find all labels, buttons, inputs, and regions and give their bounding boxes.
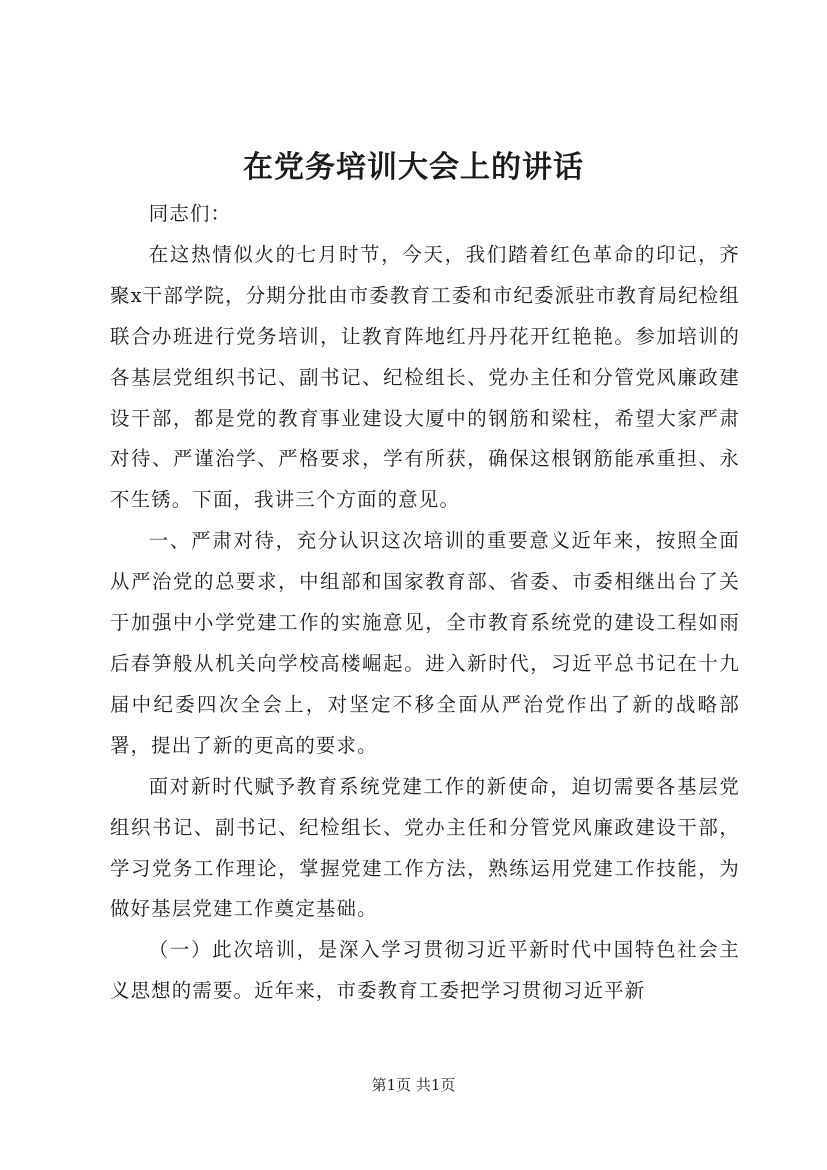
- paragraph-1: 在这热情似火的七月时节，今天，我们踏着红色革命的印记，齐聚x干部学院，分期分批由市委教育工委和市纪委派驻市教育局纪检组联合办班进行党务培训，让教育阵地红丹丹花开红艳艳。参加培训的各基层党组织书记、副书记、纪检组长、党办主任和分管党风廉政建设干部，都是党的教育事业建设大厦中的钢筋和梁柱，希望大家严肃对待、严谨治学、严格要求，学有所获，确保这根钢筋能承重担、永不生锈。下面，我讲三个方面的意见。: [110, 242, 740, 512]
- page-footer: 第1页 共1页: [371, 1076, 456, 1094]
- paragraph-3: 面对新时代赋予教育系统党建工作的新使命，迫切需要各基层党组织书记、副书记、纪检组长、党办主任和分管党风廉政建设干部，学习党务工作理论，掌握党建工作方法，熟练运用党建工作技能，为做好基层党建工作奠定基础。: [110, 774, 740, 921]
- document-body: [110, 194, 740, 1012]
- paragraph-2: 一、严肃对待，充分认识这次培训的重要意义近年来，按照全面从严治党的总要求，中组部和国家教育部、省委、市委相继出台了关于加强中小学党建工作的实施意见，全市教育系统党的建设工程如雨后春笋般从机关向学校高楼崛起。进入新时代，习近平总书记在十九届中纪委四次全会上，对坚定不移全面从严治党作出了新的战略部署，提出了新的更高的要求。: [110, 529, 740, 757]
- salutation: 同志们：: [148, 202, 232, 225]
- document-title: 在党务培训大会上的讲话: [243, 150, 584, 185]
- paragraph-4: （一）此次培训，是深入学习贯彻习近平新时代中国特色社会主义思想的需要。近年来，市委教育工委把学习贯彻习近平新: [110, 938, 740, 1003]
